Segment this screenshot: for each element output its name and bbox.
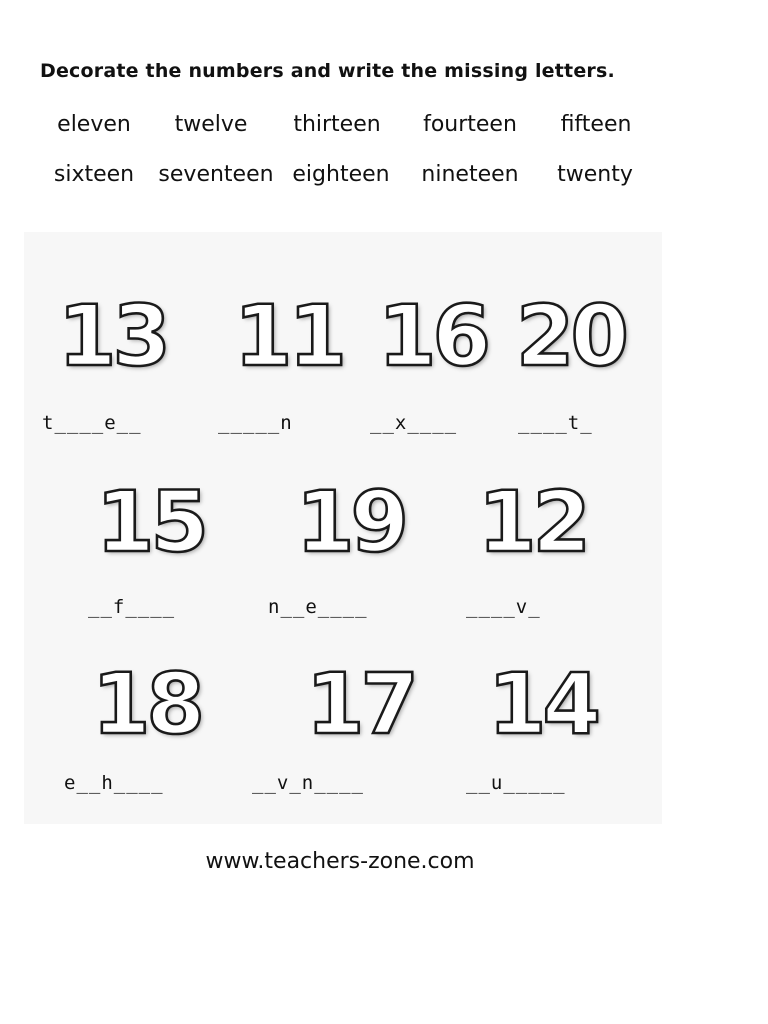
missing-letters-16[interactable]: __x____ xyxy=(370,412,458,434)
missing-letters-12[interactable]: ____v_ xyxy=(466,596,541,618)
instruction-text: Decorate the numbers and write the missing letters. xyxy=(40,60,615,82)
missing-letters-18[interactable]: e__h____ xyxy=(64,772,164,794)
number-16: 16 xyxy=(378,287,487,385)
missing-letters-14[interactable]: __u_____ xyxy=(466,772,566,794)
word-bank-word: nineteen xyxy=(421,162,519,187)
number-11: 11 xyxy=(234,287,343,385)
footer-url: www.teachers-zone.com xyxy=(205,849,475,874)
number-20: 20 xyxy=(516,287,625,385)
number-19: 19 xyxy=(296,473,405,571)
number-18: 18 xyxy=(92,655,201,753)
word-bank-word: thirteen xyxy=(293,112,381,137)
word-bank-word: twelve xyxy=(174,112,248,137)
missing-letters-13[interactable]: t____e__ xyxy=(42,412,142,434)
word-bank xyxy=(0,112,768,212)
missing-letters-11[interactable]: _____n xyxy=(218,412,293,434)
word-bank-word: fourteen xyxy=(423,112,517,137)
missing-letters-15[interactable]: __f____ xyxy=(88,596,176,618)
number-12: 12 xyxy=(478,473,587,571)
number-17: 17 xyxy=(306,655,415,753)
word-bank-word: eleven xyxy=(57,112,131,137)
number-15: 15 xyxy=(96,473,205,571)
word-bank-row xyxy=(0,162,768,212)
number-13: 13 xyxy=(58,287,167,385)
word-bank-row xyxy=(0,112,768,162)
missing-letters-17[interactable]: __v_n____ xyxy=(252,772,364,794)
missing-letters-20[interactable]: ____t_ xyxy=(518,412,593,434)
number-14: 14 xyxy=(488,655,597,753)
missing-letters-19[interactable]: n__e____ xyxy=(268,596,368,618)
word-bank-word: fifteen xyxy=(560,112,632,137)
word-bank-word: seventeen xyxy=(158,162,274,187)
word-bank-word: sixteen xyxy=(53,162,135,187)
word-bank-word: eighteen xyxy=(292,162,390,187)
word-bank-word: twenty xyxy=(557,162,633,187)
